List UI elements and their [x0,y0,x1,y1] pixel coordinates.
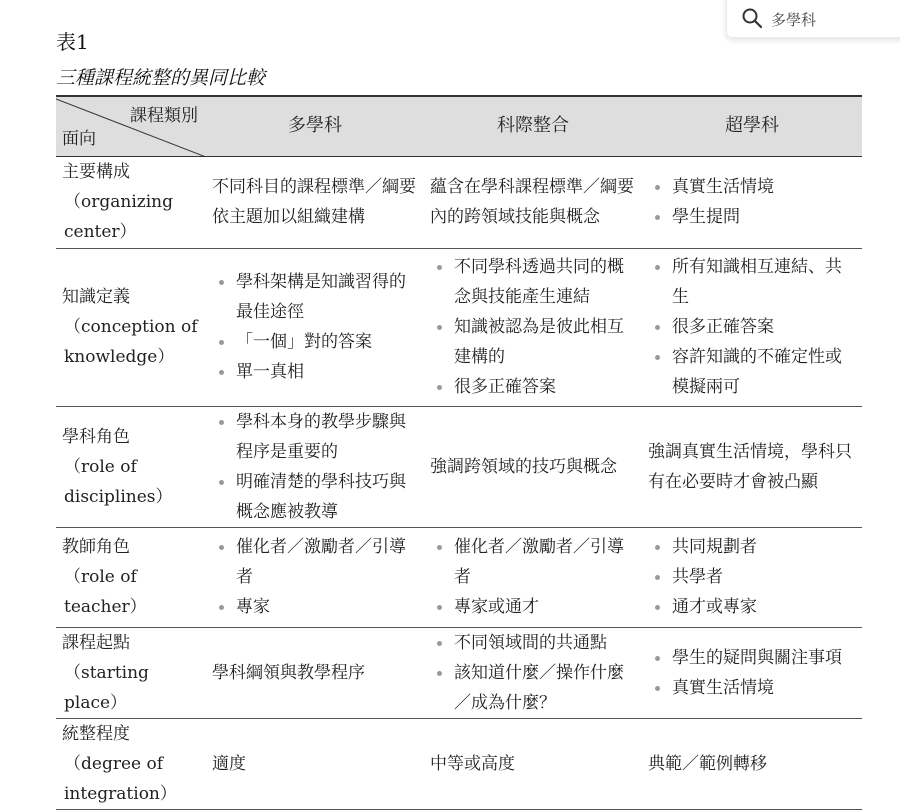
inter-cell [424,627,642,718]
bullet-item: 單一真相 [212,357,420,387]
table-row [56,156,862,248]
aspect-label: 知識定義 [62,287,130,307]
header-transdisciplinary: 超學科 [642,96,862,156]
bullet-item: 共同規劃者 [648,532,858,562]
aspect-label: 課程起點 [62,632,130,653]
cell-text: 不同科目的課程標準／綱要依主題加以組織建構 [212,177,416,227]
search-box[interactable] [726,0,900,38]
header-corner-cell [56,96,206,156]
search-icon [741,2,763,24]
bullet-list [212,532,420,622]
bullet-list [430,532,638,622]
cell-text: 學科綱領與教學程序 [212,662,365,683]
aspect-english-label: （role of teacher） [64,567,147,617]
bullet-item: 該知道什麼／操作什麼／成為什麼？ [430,658,638,718]
aspect-cell [56,627,206,718]
trans-cell [642,406,862,527]
multi-cell [206,406,424,527]
bullet-item: 專家 [212,592,420,622]
cell-text: 蘊含在學科課程標準／綱要內的跨領域技能與概念 [430,177,634,227]
table-title: 三種課程統整的異同比較 [56,67,266,89]
search-query: 多學科 [771,10,817,29]
bullet-item: 學科架構是知識習得的最佳途徑 [212,267,420,327]
aspect-english-label: （conception of knowledge） [64,317,198,367]
inter-cell [424,718,642,809]
table-row [56,627,862,718]
bullet-item: 學科本身的教學步驟與程序是重要的 [212,407,420,467]
bullet-item: 很多正確答案 [648,312,858,342]
inter-cell [424,406,642,527]
bullet-item: 真實生活情境 [648,673,858,703]
aspect-english-label: （role of disciplines） [64,456,173,507]
table-label: 表1 [56,30,89,54]
bullet-item: 不同領域間的共通點 [430,628,638,658]
aspect-cell [56,718,206,809]
trans-cell [642,156,862,248]
bullet-item: 學生提問 [648,202,858,232]
bullet-item: 知識被認為是彼此相互建構的 [430,312,638,372]
cell-text: 典範／範例轉移 [648,753,767,774]
aspect-english-label: （starting place） [64,662,149,713]
bullet-item: 所有知識相互連結、共生 [648,252,858,312]
bullet-item: 專家或通才 [430,592,638,622]
multi-cell [206,627,424,718]
bullet-item: 學生的疑問與關注事項 [648,643,858,673]
comparison-table [56,95,862,810]
aspect-cell [56,248,206,406]
trans-cell [642,527,862,627]
cell-text: 適度 [212,753,246,774]
bullet-item: 「一個」對的答案 [212,327,420,357]
cell-text: 強調真實生活情境，學科只有在必要時才會被凸顯 [648,441,852,492]
aspect-cell [56,156,206,248]
trans-cell [642,718,862,809]
header-interdisciplinary: 科際整合 [424,96,642,156]
bullet-item: 很多正確答案 [430,372,638,402]
inter-cell [424,527,642,627]
bullet-item: 催化者／激勵者／引導者 [212,532,420,592]
bullet-list [212,407,420,527]
multi-cell [206,718,424,809]
header-multidisciplinary: 多學科 [206,96,424,156]
corner-label-aspect: 面向 [62,128,96,149]
bullet-item: 明確清楚的學科技巧與概念應被教導 [212,467,420,527]
bullet-list [430,252,638,402]
inter-cell [424,248,642,406]
table-row [56,248,862,406]
aspect-english-label: （degree of integration） [64,753,177,804]
aspect-label: 主要構成 [62,162,130,182]
bullet-list [648,172,858,232]
cell-text: 中等或高度 [430,753,515,774]
bullet-item: 容許知識的不確定性或模擬兩可 [648,342,858,402]
table-row [56,527,862,627]
aspect-english-label: （organizing center） [64,192,173,242]
bullet-item: 催化者／激勵者／引導者 [430,532,638,592]
aspect-label: 學科角色 [62,426,130,447]
bullet-list [212,267,420,387]
corner-label-category: 課程類別 [130,106,198,126]
inter-cell [424,156,642,248]
table-row [56,406,862,527]
aspect-label: 統整程度 [62,723,130,744]
bullet-list [430,628,638,718]
multi-cell [206,527,424,627]
bullet-item: 共學者 [648,562,858,592]
bullet-list [648,532,858,622]
bullet-item: 通才或專家 [648,592,858,622]
aspect-cell [56,527,206,627]
bullet-item: 不同學科透過共同的概念與技能產生連結 [430,252,638,312]
multi-cell [206,156,424,248]
trans-cell [642,248,862,406]
aspect-label: 教師角色 [62,537,130,557]
bullet-item: 真實生活情境 [648,172,858,202]
cell-text: 強調跨領域的技巧與概念 [430,456,617,477]
table-header-row [56,96,862,156]
bullet-list [648,252,858,402]
bullet-list [648,643,858,703]
aspect-cell [56,406,206,527]
trans-cell [642,627,862,718]
table-row [56,718,862,809]
multi-cell [206,248,424,406]
